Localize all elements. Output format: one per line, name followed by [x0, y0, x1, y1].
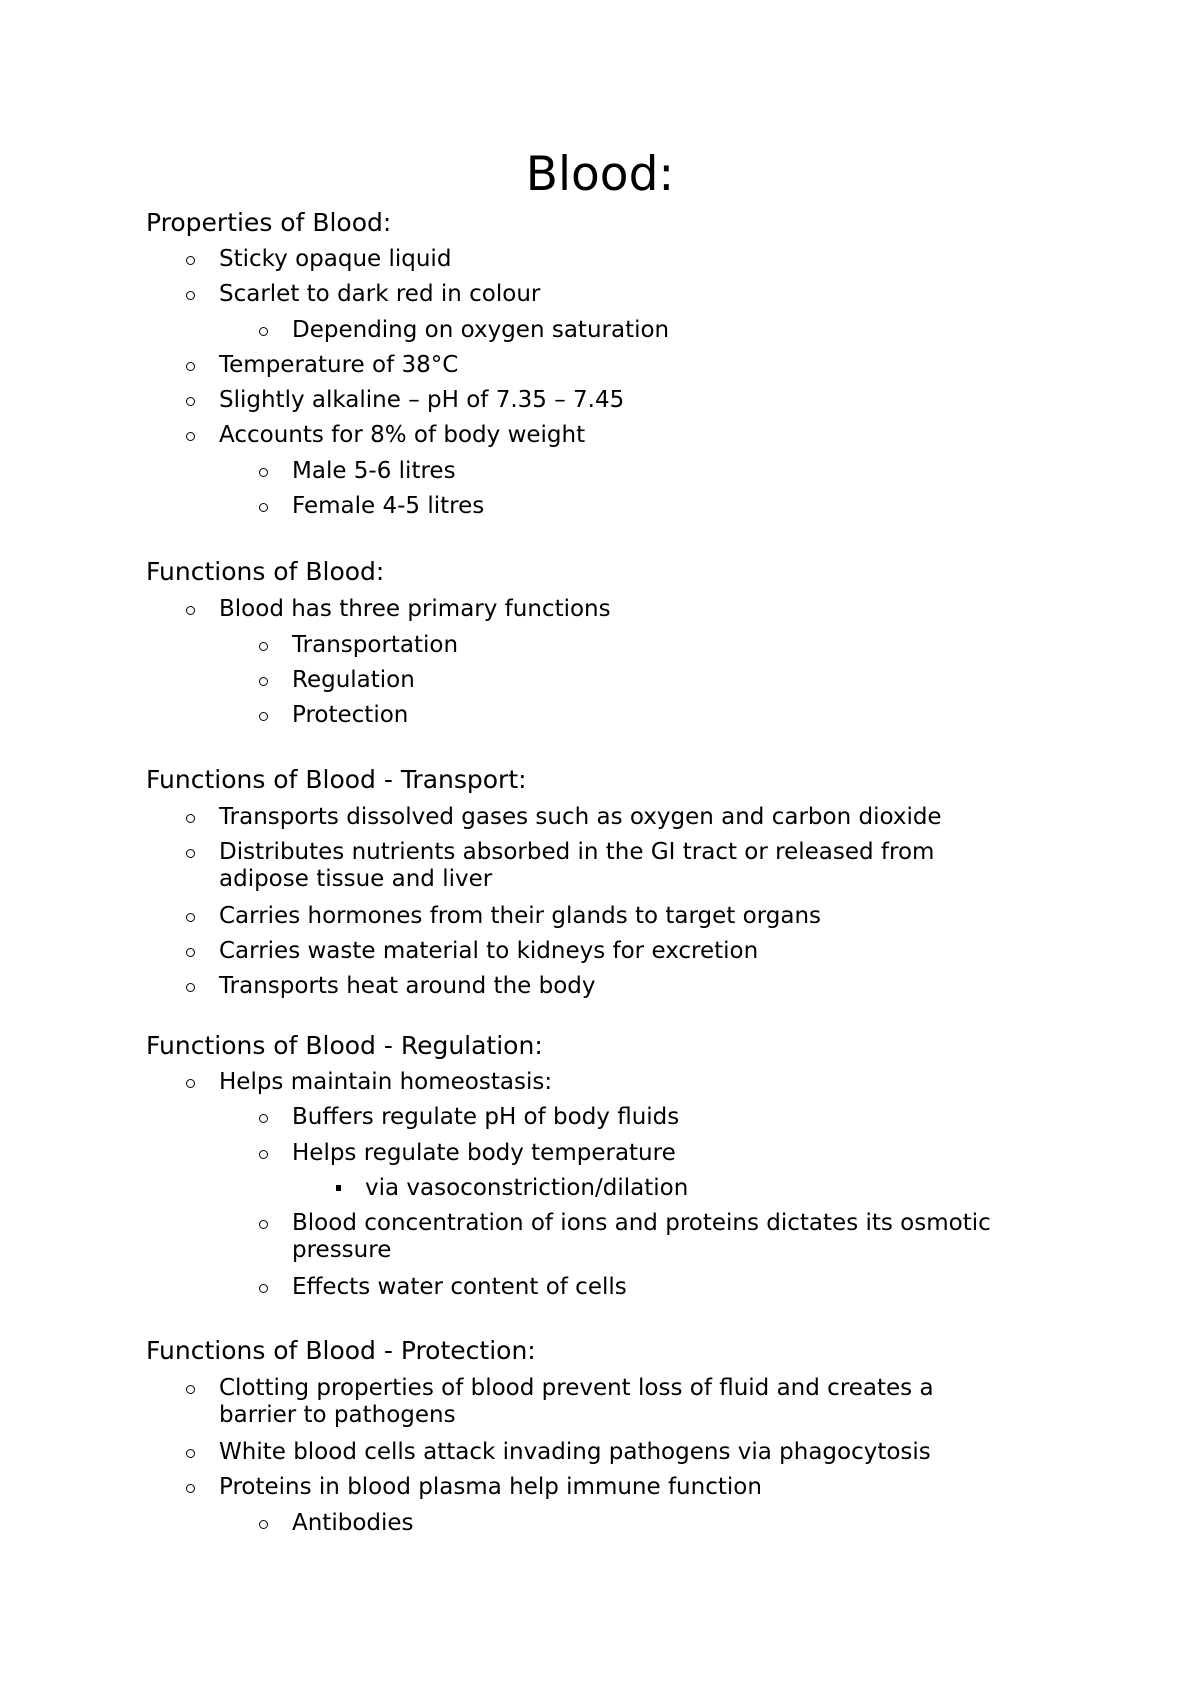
bullet-icon [186, 814, 195, 823]
list-item: Carries waste material to kidneys for excretion [219, 938, 759, 964]
bullet-icon [186, 606, 195, 615]
bullet-icon [186, 1385, 195, 1394]
bullet-icon [259, 1520, 268, 1529]
list-item: Buffers regulate pH of body fluids [292, 1104, 680, 1130]
list-item: Effects water content of cells [292, 1274, 627, 1300]
list-item: Transports heat around the body [219, 973, 596, 999]
section-heading-transport: Functions of Blood - Transport: [146, 765, 527, 794]
bullet-icon [186, 291, 195, 300]
bullet-icon [186, 849, 195, 858]
bullet-icon [259, 468, 268, 477]
list-item: Transportation [292, 632, 459, 658]
list-item: Protection [292, 702, 409, 728]
list-item: Carries hormones from their glands to target organs [219, 903, 822, 929]
list-item: Sticky opaque liquid [219, 246, 452, 272]
bullet-icon [186, 432, 195, 441]
bullet-icon [259, 1150, 268, 1159]
list-item: White blood cells attack invading pathogens via phagocytosis [219, 1439, 931, 1465]
list-item: Temperature of 38°C [219, 352, 459, 378]
bullet-icon [259, 677, 268, 686]
bullet-icon [259, 503, 268, 512]
list-item: Transports dissolved gases such as oxygen and carbon dioxide [219, 804, 942, 830]
section-heading-protection: Functions of Blood - Protection: [146, 1336, 536, 1365]
bullet-icon [186, 1079, 195, 1088]
list-item: via vasoconstriction/dilation [365, 1175, 689, 1201]
list-item: Slightly alkaline – pH of 7.35 – 7.45 [219, 387, 625, 413]
list-item: Male 5-6 litres [292, 458, 456, 484]
list-item: Accounts for 8% of body weight [219, 422, 586, 448]
section-heading-properties: Properties of Blood: [146, 208, 392, 237]
list-item: Scarlet to dark red in colour [219, 281, 541, 307]
list-item: Female 4-5 litres [292, 493, 485, 519]
bullet-icon [186, 1484, 195, 1493]
bullet-icon [186, 983, 195, 992]
list-item: Clotting properties of blood prevent loss of fluid and creates a barrier to pathogens [219, 1375, 934, 1428]
bullet-icon [186, 948, 195, 957]
bullet-icon [259, 1284, 268, 1293]
list-item: Regulation [292, 667, 415, 693]
bullet-icon [259, 642, 268, 651]
bullet-icon [186, 1449, 195, 1458]
bullet-icon [259, 327, 268, 336]
section-heading-regulation: Functions of Blood - Regulation: [146, 1031, 543, 1060]
list-item: Proteins in blood plasma help immune function [219, 1474, 762, 1500]
bullet-icon [186, 256, 195, 265]
list-item: Helps regulate body temperature [292, 1140, 676, 1166]
list-item: Helps maintain homeostasis: [219, 1069, 553, 1095]
list-item: Blood concentration of ions and proteins dictates its osmotic pressure [292, 1210, 991, 1263]
list-item: Antibodies [292, 1510, 414, 1536]
bullet-icon [259, 1114, 268, 1123]
document-title: Blood: [525, 147, 675, 202]
list-item: Distributes nutrients absorbed in the GI tract or released from adipose tissue and liver [219, 839, 935, 892]
list-item: Depending on oxygen saturation [292, 317, 670, 343]
bullet-icon [259, 1220, 268, 1229]
section-heading-functions: Functions of Blood: [146, 557, 385, 586]
bullet-icon [186, 362, 195, 371]
bullet-icon [186, 397, 195, 406]
square-bullet-icon [336, 1185, 341, 1191]
bullet-icon [259, 712, 268, 721]
bullet-icon [186, 913, 195, 922]
list-item: Blood has three primary functions [219, 596, 611, 622]
